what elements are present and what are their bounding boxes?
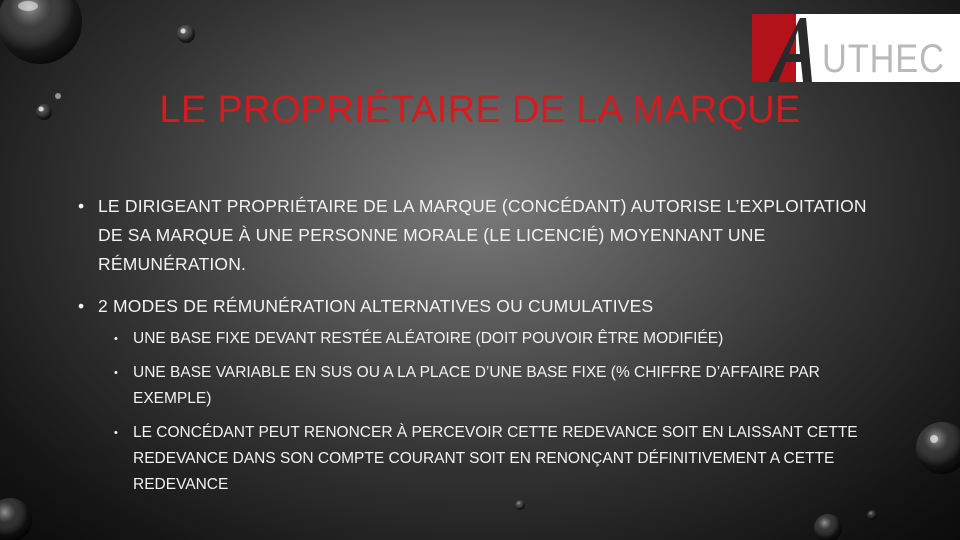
bullet-marker: • [78, 196, 85, 216]
bullet-text: 2 MODES DE RÉMUNÉRATION ALTERNATIVES OU CUMULATIVES [98, 296, 654, 316]
drop-right-mid [916, 422, 960, 474]
sub-bullet-text: UNE BASE FIXE DEVANT RESTÉE ALÉATOIRE (DOIT POUVOIR ÊTRE MODIFIÉE) [133, 330, 724, 347]
drop-top-left [0, 0, 82, 64]
sub-bullet-text: LE CONCÉDANT PEUT RENONCER À PERCEVOIR CETTE REDEVANCE SOIT EN LAISSANT CETTE REDEVANCE DANS SON COMPTE COURANT SOIT EN RENONÇANT DÉFINITIVEMENT A CETTE REDEVANCE [133, 424, 858, 493]
drop-top-mid [177, 25, 195, 43]
bullet-text: LE DIRIGEANT PROPRIÉTAIRE DE LA MARQUE (CONCÉDANT) AUTORISE L’EXPLOITATION DE SA MARQUE À UNE PERSONNE MORALE (LE LICENCIÉ) MOYENNANT UNE RÉMUNÉRATION. [98, 196, 867, 274]
sub-bullet-marker: • [114, 367, 118, 379]
logo-a-mark [766, 18, 826, 82]
slide-title: LE PROPRIÉTAIRE DE LA MARQUE [159, 89, 801, 131]
bullet-item [78, 192, 878, 279]
sub-bullet-item [78, 420, 878, 498]
drop-bottom-right [814, 510, 877, 540]
drop-bottom-mid [515, 500, 525, 510]
bullet-item [78, 292, 878, 321]
sub-bullet-text: UNE BASE VARIABLE EN SUS OU A LA PLACE D’UNE BASE FIXE (% CHIFFRE D’AFFAIRE PAR EXEMPLE) [133, 364, 820, 407]
logo-wordmark: UTHEC [822, 37, 945, 81]
bullet-list [78, 192, 878, 498]
sub-bullet-item [78, 360, 878, 412]
bullet-marker: • [78, 296, 85, 316]
authec-logo [752, 14, 960, 82]
sub-bullet-item [78, 326, 878, 352]
sub-bullet-marker: • [114, 333, 118, 345]
drop-bottom-left [0, 498, 32, 540]
sub-bullet-marker: • [114, 427, 118, 439]
